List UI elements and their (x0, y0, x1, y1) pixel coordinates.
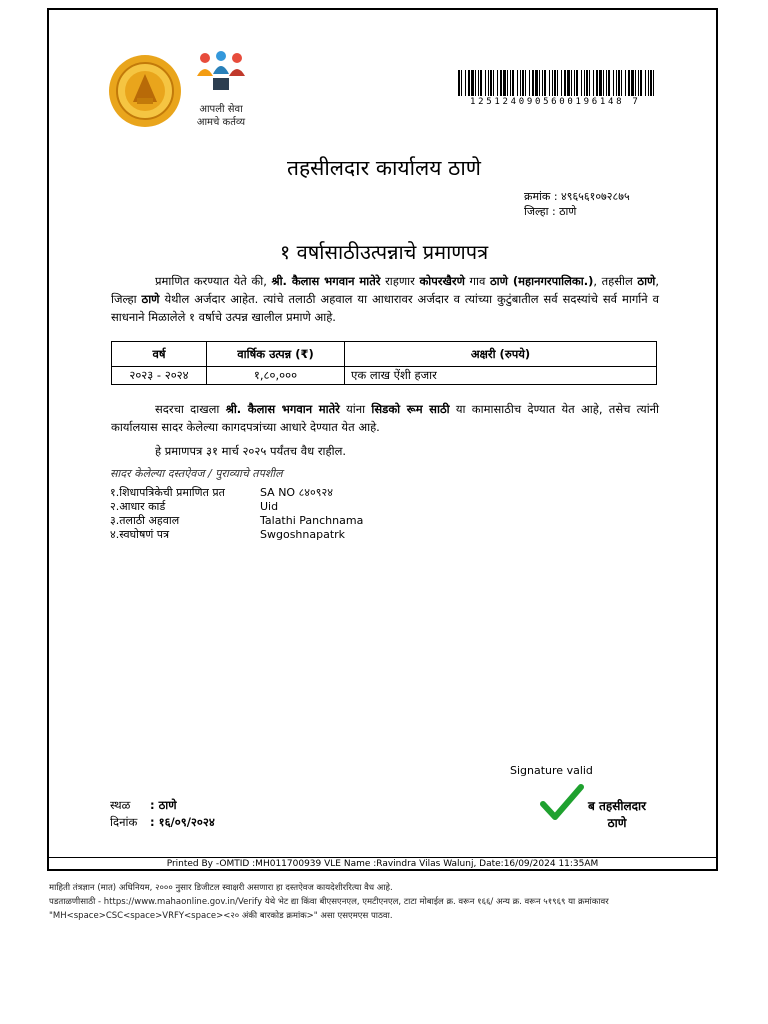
intro-text-4: , तहसील (593, 274, 633, 288)
document-value: Uid (260, 500, 279, 513)
designation-line-2: ठाणे (607, 816, 627, 830)
district-name: ठाणे (141, 292, 160, 306)
purpose-applicant-name: श्री. कैलास भगवान मातेरे (225, 402, 340, 416)
reference-number: क्रमांक : ४९६५६१०७२८७५ (524, 190, 630, 203)
city-name: ठाणे (महानगरपालिका.) (489, 274, 594, 288)
validity-text: हे प्रमाणपत्र ३१ मार्च २०२५ पर्यंतच वैध राहील. (155, 444, 347, 458)
footer-line-1: माहिती तंत्रज्ञान (मात) अधिनियम, २००० नुसार डिजीटल स्वाक्षरी असणारा हा दस्तऐवज कायदेशीररित्या वैध आहे. (49, 883, 393, 893)
list-item (110, 499, 410, 514)
logo-caption-2: आमचे कर्तव्य (196, 117, 246, 128)
signatory-designation (588, 798, 646, 832)
header-year: वर्ष (112, 342, 207, 367)
place-value: : ठाणे (150, 798, 177, 812)
barcode-number: 1251240905600196148 7 (470, 97, 641, 107)
document-label: ४.स्वघोषणं पत्र (110, 528, 170, 541)
aapli-seva-logo (189, 48, 253, 132)
footer-line-2: पडताळणीसाठी - https://www.mahaonline.gov.in/Verify येथे भेट द्या किंवा बीएसएनएल, एमटीएनएल, टाटा मोबाईल क्र. वरून १६६/ अन्य क्र. वरून ५१९६९ या क्रमांकावर (49, 897, 609, 907)
footer-line-3: "MH<space>CSC<space>VRFY<space><२० अंकी बारकोड क्रमांक>" असा एसएमएस पाठवा. (49, 911, 393, 921)
date-value: : १६/०९/२०२४ (150, 815, 215, 829)
intro-text-6: येथील अर्जदार आहेत. त्यांचे तलाठी अहवाल या आधारावर अर्जदार व त्यांच्या कुटुंबातील सर्व सदस्यांचे सर्व मार्गाने व साधनाने मिळालेले १ वर्षाचे उत्पन्न खालील प्रमाणे आहे. (111, 292, 660, 324)
document-value: Talathi Panchnama (260, 514, 364, 527)
logo-caption-1: आपली सेवा (199, 104, 243, 115)
purpose-text-1: सदरचा दाखला (155, 402, 220, 416)
cell-words: एक लाख ऐंशी हजार (345, 367, 657, 385)
purpose-text-2: यांना (346, 402, 366, 416)
certificate-title: १ वर्षासाठीउत्पन्नाचे प्रमाणपत्र (279, 240, 489, 264)
intro-text-3: गाव (469, 274, 486, 288)
date-label: दिनांक (110, 815, 138, 829)
reference-district: जिल्हा : ठाणे (524, 205, 577, 218)
designation-line-1: ब तहसीलदार (588, 799, 646, 813)
document-label: १.शिधापत्रिकेची प्रमाणित प्रत (110, 486, 225, 499)
documents-heading: सादर केलेल्या दस्तऐवज / पुराव्याचे तपशील (110, 467, 283, 480)
purpose-text-3: या कामासाठीच देण्यात येत आहे, तसेच त्यांनी कार्यालयास सादर केलेल्या कागदपत्रांच्या आधारे देण्यात येत आहे. (111, 402, 660, 434)
printed-by-line: Printed By -OMTID :MH011700939 VLE Name :Ravindra Vilas Walunj, Date:16/09/2024 11:35AM (49, 857, 716, 869)
document-label: ३.तलाठी अहवाल (110, 514, 180, 527)
intro-text-2: राहणार (385, 274, 415, 288)
place-label: स्थळ (110, 798, 131, 812)
footer-note (49, 881, 721, 923)
intro-text-5: , जिल्हा (111, 274, 660, 306)
header-in-words: अक्षरी (रुपये) (345, 342, 657, 367)
list-item (110, 513, 410, 528)
village-name: कोपरखैरणे (419, 274, 465, 288)
office-title: तहसीलदार कार्यालय ठाणे (287, 156, 481, 180)
intro-paragraph (111, 272, 659, 326)
header-annual-income: वार्षिक उत्पन्न (₹) (207, 342, 345, 367)
list-item (110, 485, 410, 500)
certificate-border (47, 8, 718, 871)
purpose-value: सिडको रूम साठी (371, 402, 450, 416)
document-label: २.आधार कार्ड (110, 500, 166, 513)
applicant-name: श्री. कैलास भगवान मातेरे (271, 274, 381, 288)
signature-status: Signature valid (510, 764, 593, 777)
place-date-block (110, 797, 215, 831)
reference-block (524, 189, 630, 219)
cell-year: २०२३ - २०२४ (112, 367, 207, 385)
income-table-header (112, 342, 657, 367)
purpose-paragraph (111, 400, 659, 436)
list-item (110, 527, 410, 542)
check-icon (540, 784, 584, 822)
taluka-name: ठाणे (637, 274, 656, 288)
income-table (111, 341, 657, 385)
maharashtra-seal-logo (106, 54, 184, 128)
cell-income: १,८०,००० (207, 367, 345, 385)
barcode (458, 70, 658, 96)
document-value: SA NO ८४०९२४ (260, 486, 333, 499)
document-value: Swgoshnapatrk (260, 528, 346, 541)
intro-text-1: प्रमाणित करण्यात येते की, (155, 274, 267, 288)
table-row (112, 367, 657, 385)
